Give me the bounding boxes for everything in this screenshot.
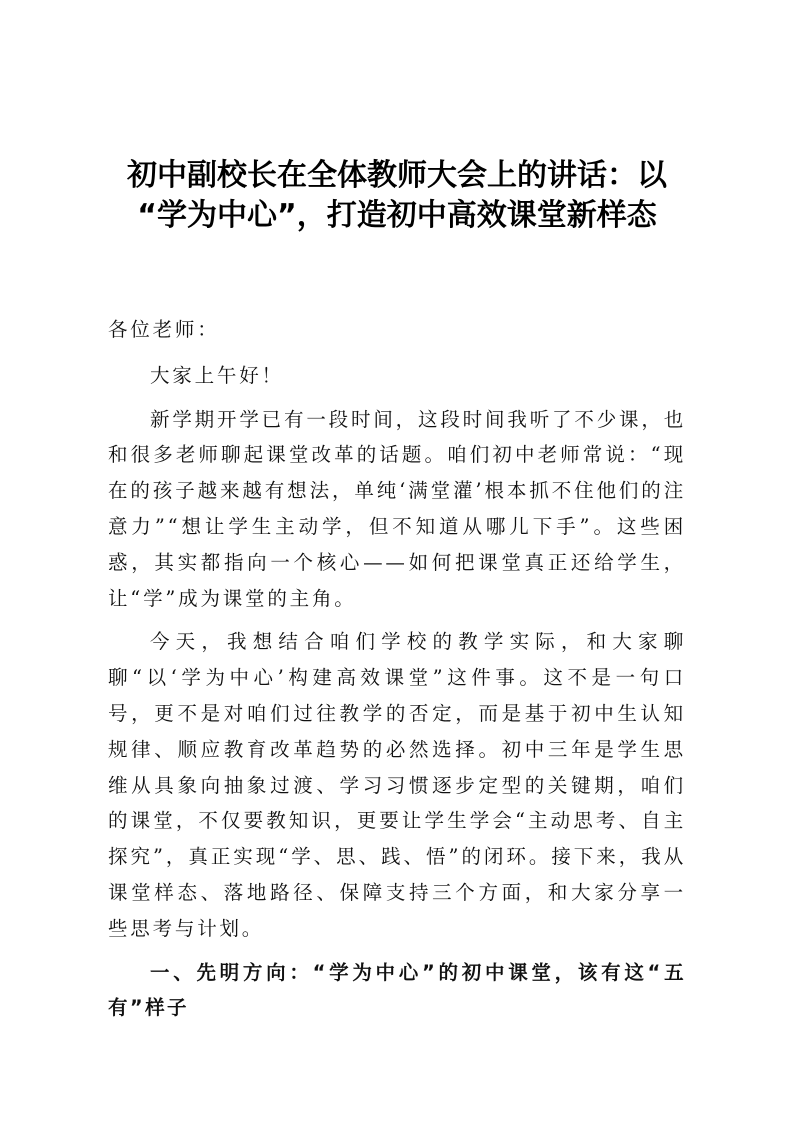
salutation: 各位老师：: [108, 318, 220, 341]
document-body: [108, 312, 686, 1026]
paragraph-greeting: 大家上午好！: [150, 363, 284, 387]
paragraph-intro: 新学期开学已有一段时间，这段时间我听了不少课，也和很多老师聊起课堂改革的话题。咱们初中老师常说：“现在的孩子越来越有想法，单纯‘满堂灌’根本抓不住他们的注意力”“想让学生主动学，但不知道从哪儿下手”。这些困惑，其实都指向一个核心——如何把课堂真正还给学生，让“学”成为课堂的主角。: [108, 407, 686, 610]
title-line-2: “学为中心”，打造初中高效课堂新样态: [137, 198, 657, 233]
document-title: [94, 156, 700, 236]
paragraph-purpose: 今天，我想结合咱们学校的教学实际，和大家聊聊“以‘学为中心’构建高效课堂”这件事。这不是一句口号，更不是对咱们过往教学的否定，而是基于初中生认知规律、顺应教育改革趋势的必然选择。初中三年是学生思维从具象向抽象过渡、学习习惯逐步定型的关键期，咱们的课堂，不仅要教知识，更要让学生学会“主动思考、自主探究”，真正实现“学、思、践、悟”的闭环。接下来，我从课堂样态、落地路径、保障支持三个方面，和大家分享一些思考与计划。: [108, 630, 686, 940]
document-page: [108, 150, 686, 1034]
section-heading-1: 一、先明方向：“学为中心”的初中课堂，该有这“五有”样子: [108, 960, 686, 1020]
title-line-1: 初中副校长在全体教师大会上的讲话：以: [127, 158, 667, 193]
